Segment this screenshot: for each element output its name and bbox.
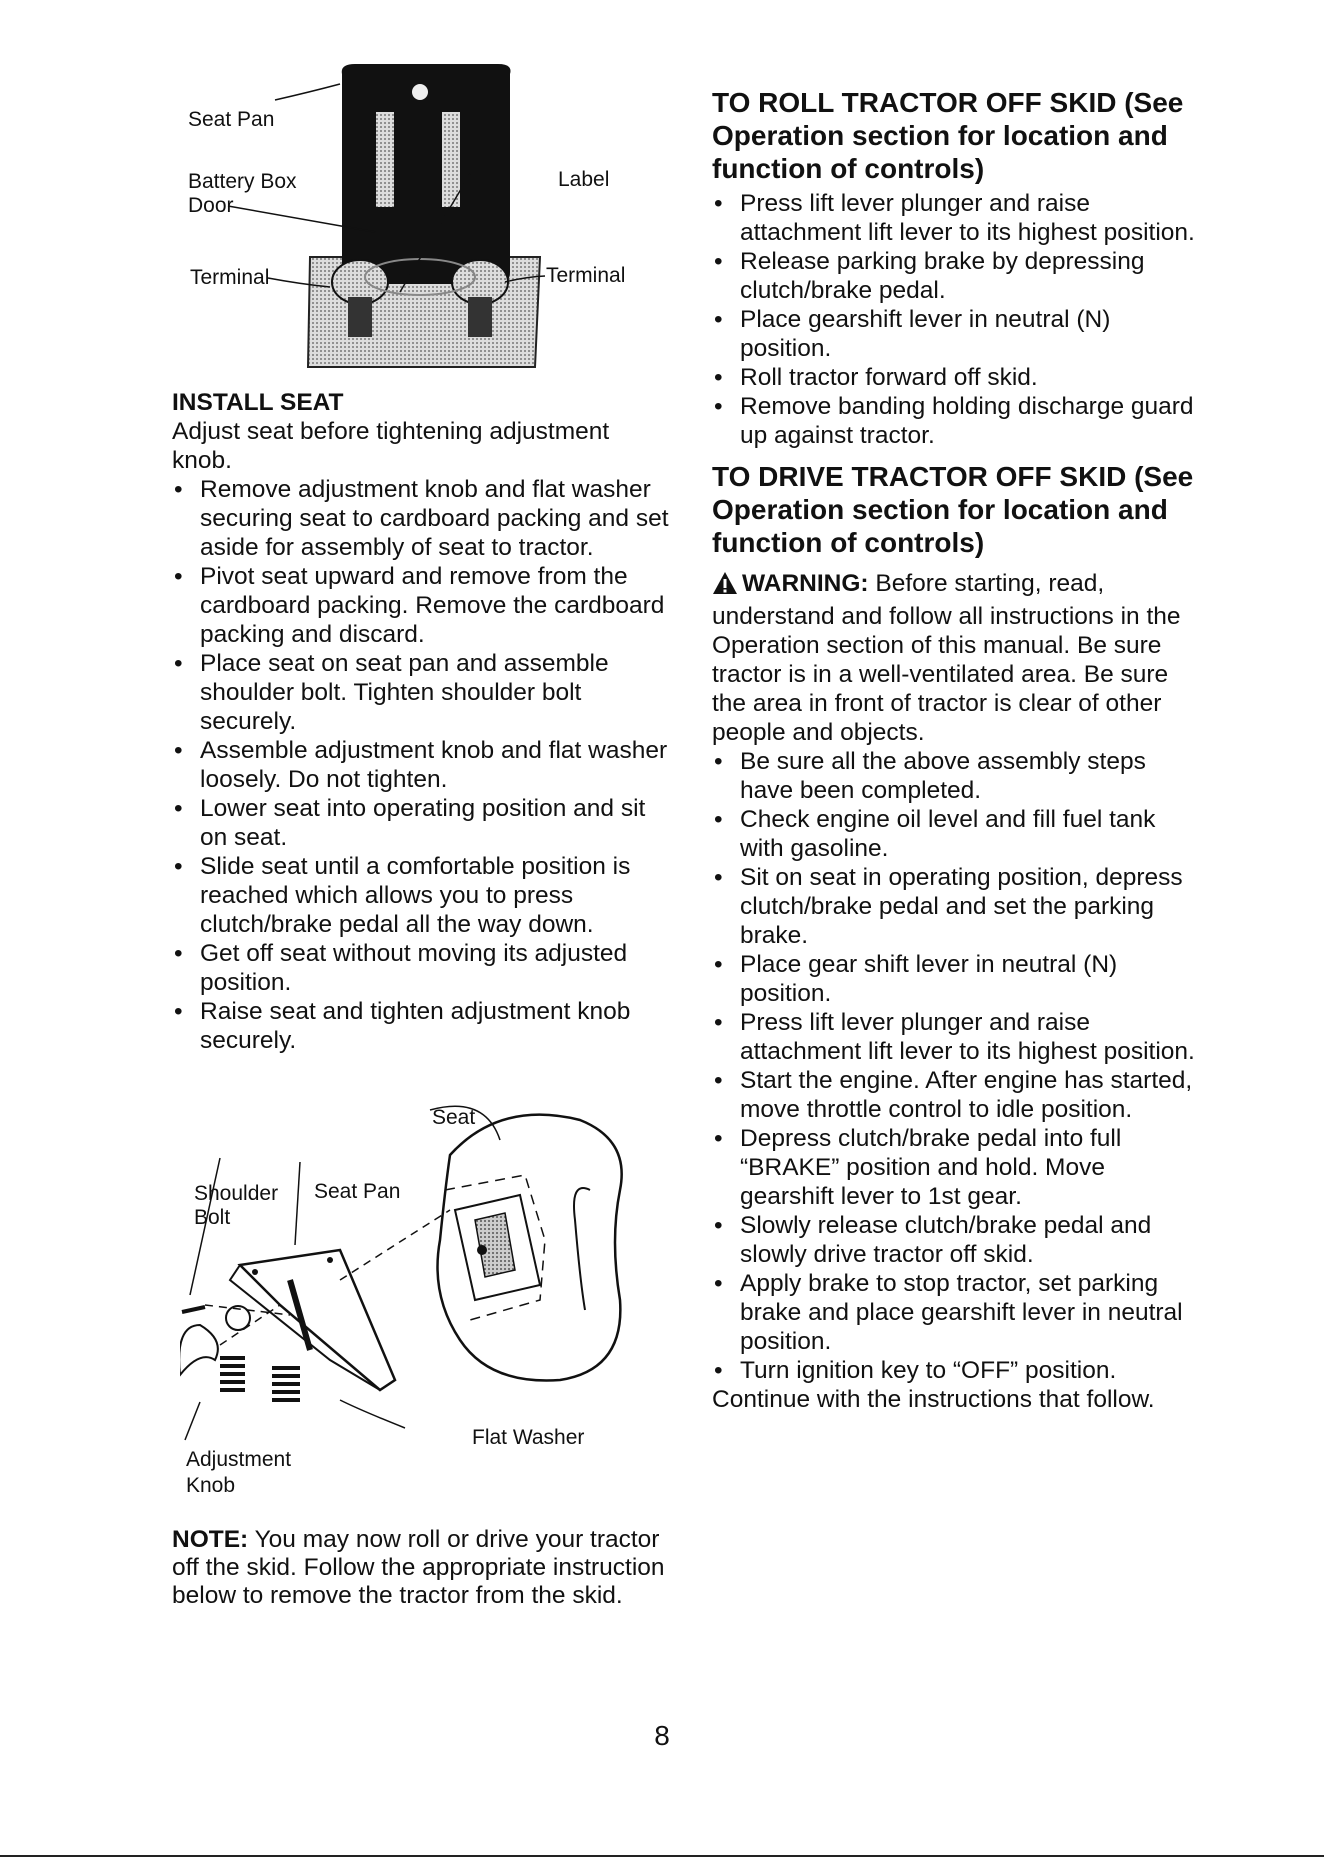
seat-pan-label: Seat Pan — [188, 108, 275, 131]
battery-box-figure — [180, 62, 660, 382]
list-item: • Place seat on seat pan and assemble shoulder bolt. Tighten shoulder bolt securely. — [172, 649, 672, 736]
list-item: • Roll tractor forward off skid. — [712, 363, 1202, 392]
list-item: • Start the engine. After engine has started, move throttle control to idle position. — [712, 1066, 1202, 1124]
bottom-edge-rule — [0, 1855, 1324, 1857]
battery-box-label: Battery Box — [188, 170, 297, 193]
note-label: NOTE: — [172, 1526, 249, 1553]
install-seat-section — [172, 388, 672, 1055]
note-paragraph — [172, 1526, 672, 1610]
list-item: • Assemble adjustment knob and flat washer loosely. Do not tighten. — [172, 736, 672, 794]
drive-off-steps — [712, 747, 1202, 1385]
page-number: 8 — [654, 1720, 670, 1751]
list-item: • Check engine oil level and fill fuel tank with gasoline. — [712, 805, 1202, 863]
list-item: • Apply brake to stop tractor, set parking brake and place gearshift lever in neutral position. — [712, 1269, 1202, 1356]
door-label: Door — [188, 194, 234, 217]
warning-label: WARNING: — [742, 570, 869, 597]
list-item: • Slowly release clutch/brake pedal and slowly drive tractor off skid. — [712, 1211, 1202, 1269]
install-seat-intro: Adjust seat before tightening adjustment knob. — [172, 418, 610, 474]
right-column — [712, 86, 1202, 1414]
list-item: • Lower seat into operating position and sit on seat. — [172, 794, 672, 852]
roll-off-heading: TO ROLL TRACTOR OFF SKID (See Operation section for location and function of controls) — [712, 87, 1184, 184]
install-seat-steps — [172, 475, 672, 1055]
drive-off-heading: TO DRIVE TRACTOR OFF SKID (See Operation section for location and function of controls) — [712, 461, 1194, 558]
seat-pan-label: Seat Pan — [314, 1180, 401, 1203]
list-item: • Slide seat until a comfortable position is reached which allows you to press clutch/brake pedal all the way down. — [172, 852, 672, 939]
drive-off-closing: Continue with the instructions that follow. — [712, 1386, 1155, 1413]
terminal-right-label: Terminal — [546, 264, 626, 287]
label-callout: Label — [558, 168, 610, 191]
shoulder-bolt-label-line2: Bolt — [194, 1206, 231, 1229]
list-item: • Depress clutch/brake pedal into full “BRAKE” position and hold. Move gearshift lever to 1st gear. — [712, 1124, 1202, 1211]
list-item: • Raise seat and tighten adjustment knob securely. — [172, 997, 672, 1055]
seat-assembly-figure — [180, 1100, 670, 1510]
list-item: • Sit on seat in operating position, depress clutch/brake pedal and set the parking brake. — [712, 863, 1202, 950]
list-item: • Place gearshift lever in neutral (N) position. — [712, 305, 1202, 363]
list-item: • Remove adjustment knob and flat washer securing seat to cardboard packing and set aside for assembly of seat to tractor. — [172, 475, 672, 562]
adjustment-knob-label-line2: Knob — [186, 1474, 236, 1497]
note-text: You may now roll or drive your tractor off the skid. Follow the appropriate instruction below to remove the tractor from the skid. — [172, 1526, 665, 1609]
list-item: • Press lift lever plunger and raise attachment lift lever to its highest position. — [712, 189, 1202, 247]
list-item: • Pivot seat upward and remove from the cardboard packing. Remove the cardboard packing and discard. — [172, 562, 672, 649]
warning-triangle-icon — [712, 571, 738, 602]
list-item: • Turn ignition key to “OFF” position. — [712, 1356, 1202, 1385]
adjustment-knob-label-line1: Adjustment — [186, 1448, 292, 1471]
seat-label: Seat — [432, 1106, 476, 1129]
list-item: • Press lift lever plunger and raise attachment lift lever to its highest position. — [712, 1008, 1202, 1066]
list-item: • Get off seat without moving its adjusted position. — [172, 939, 672, 997]
terminal-left-label: Terminal — [190, 266, 270, 289]
roll-off-steps — [712, 189, 1202, 450]
list-item: • Place gear shift lever in neutral (N) position. — [712, 950, 1202, 1008]
list-item: • Release parking brake by depressing clutch/brake pedal. — [712, 247, 1202, 305]
warning-paragraph — [712, 569, 1202, 747]
shoulder-bolt-label-line1: Shoulder — [194, 1182, 279, 1205]
warning-text: Before starting, read, understand and follow all instructions in the Operation section of this manual. Be sure tractor is in a well-ventilated area. Be sure the area in front of tractor is clear of other people and objects. — [712, 570, 1181, 746]
list-item: • Remove banding holding discharge guard up against tractor. — [712, 392, 1202, 450]
flat-washer-label: Flat Washer — [472, 1426, 585, 1449]
list-item: • Be sure all the above assembly steps have been completed. — [712, 747, 1202, 805]
install-seat-heading: INSTALL SEAT — [172, 389, 344, 416]
